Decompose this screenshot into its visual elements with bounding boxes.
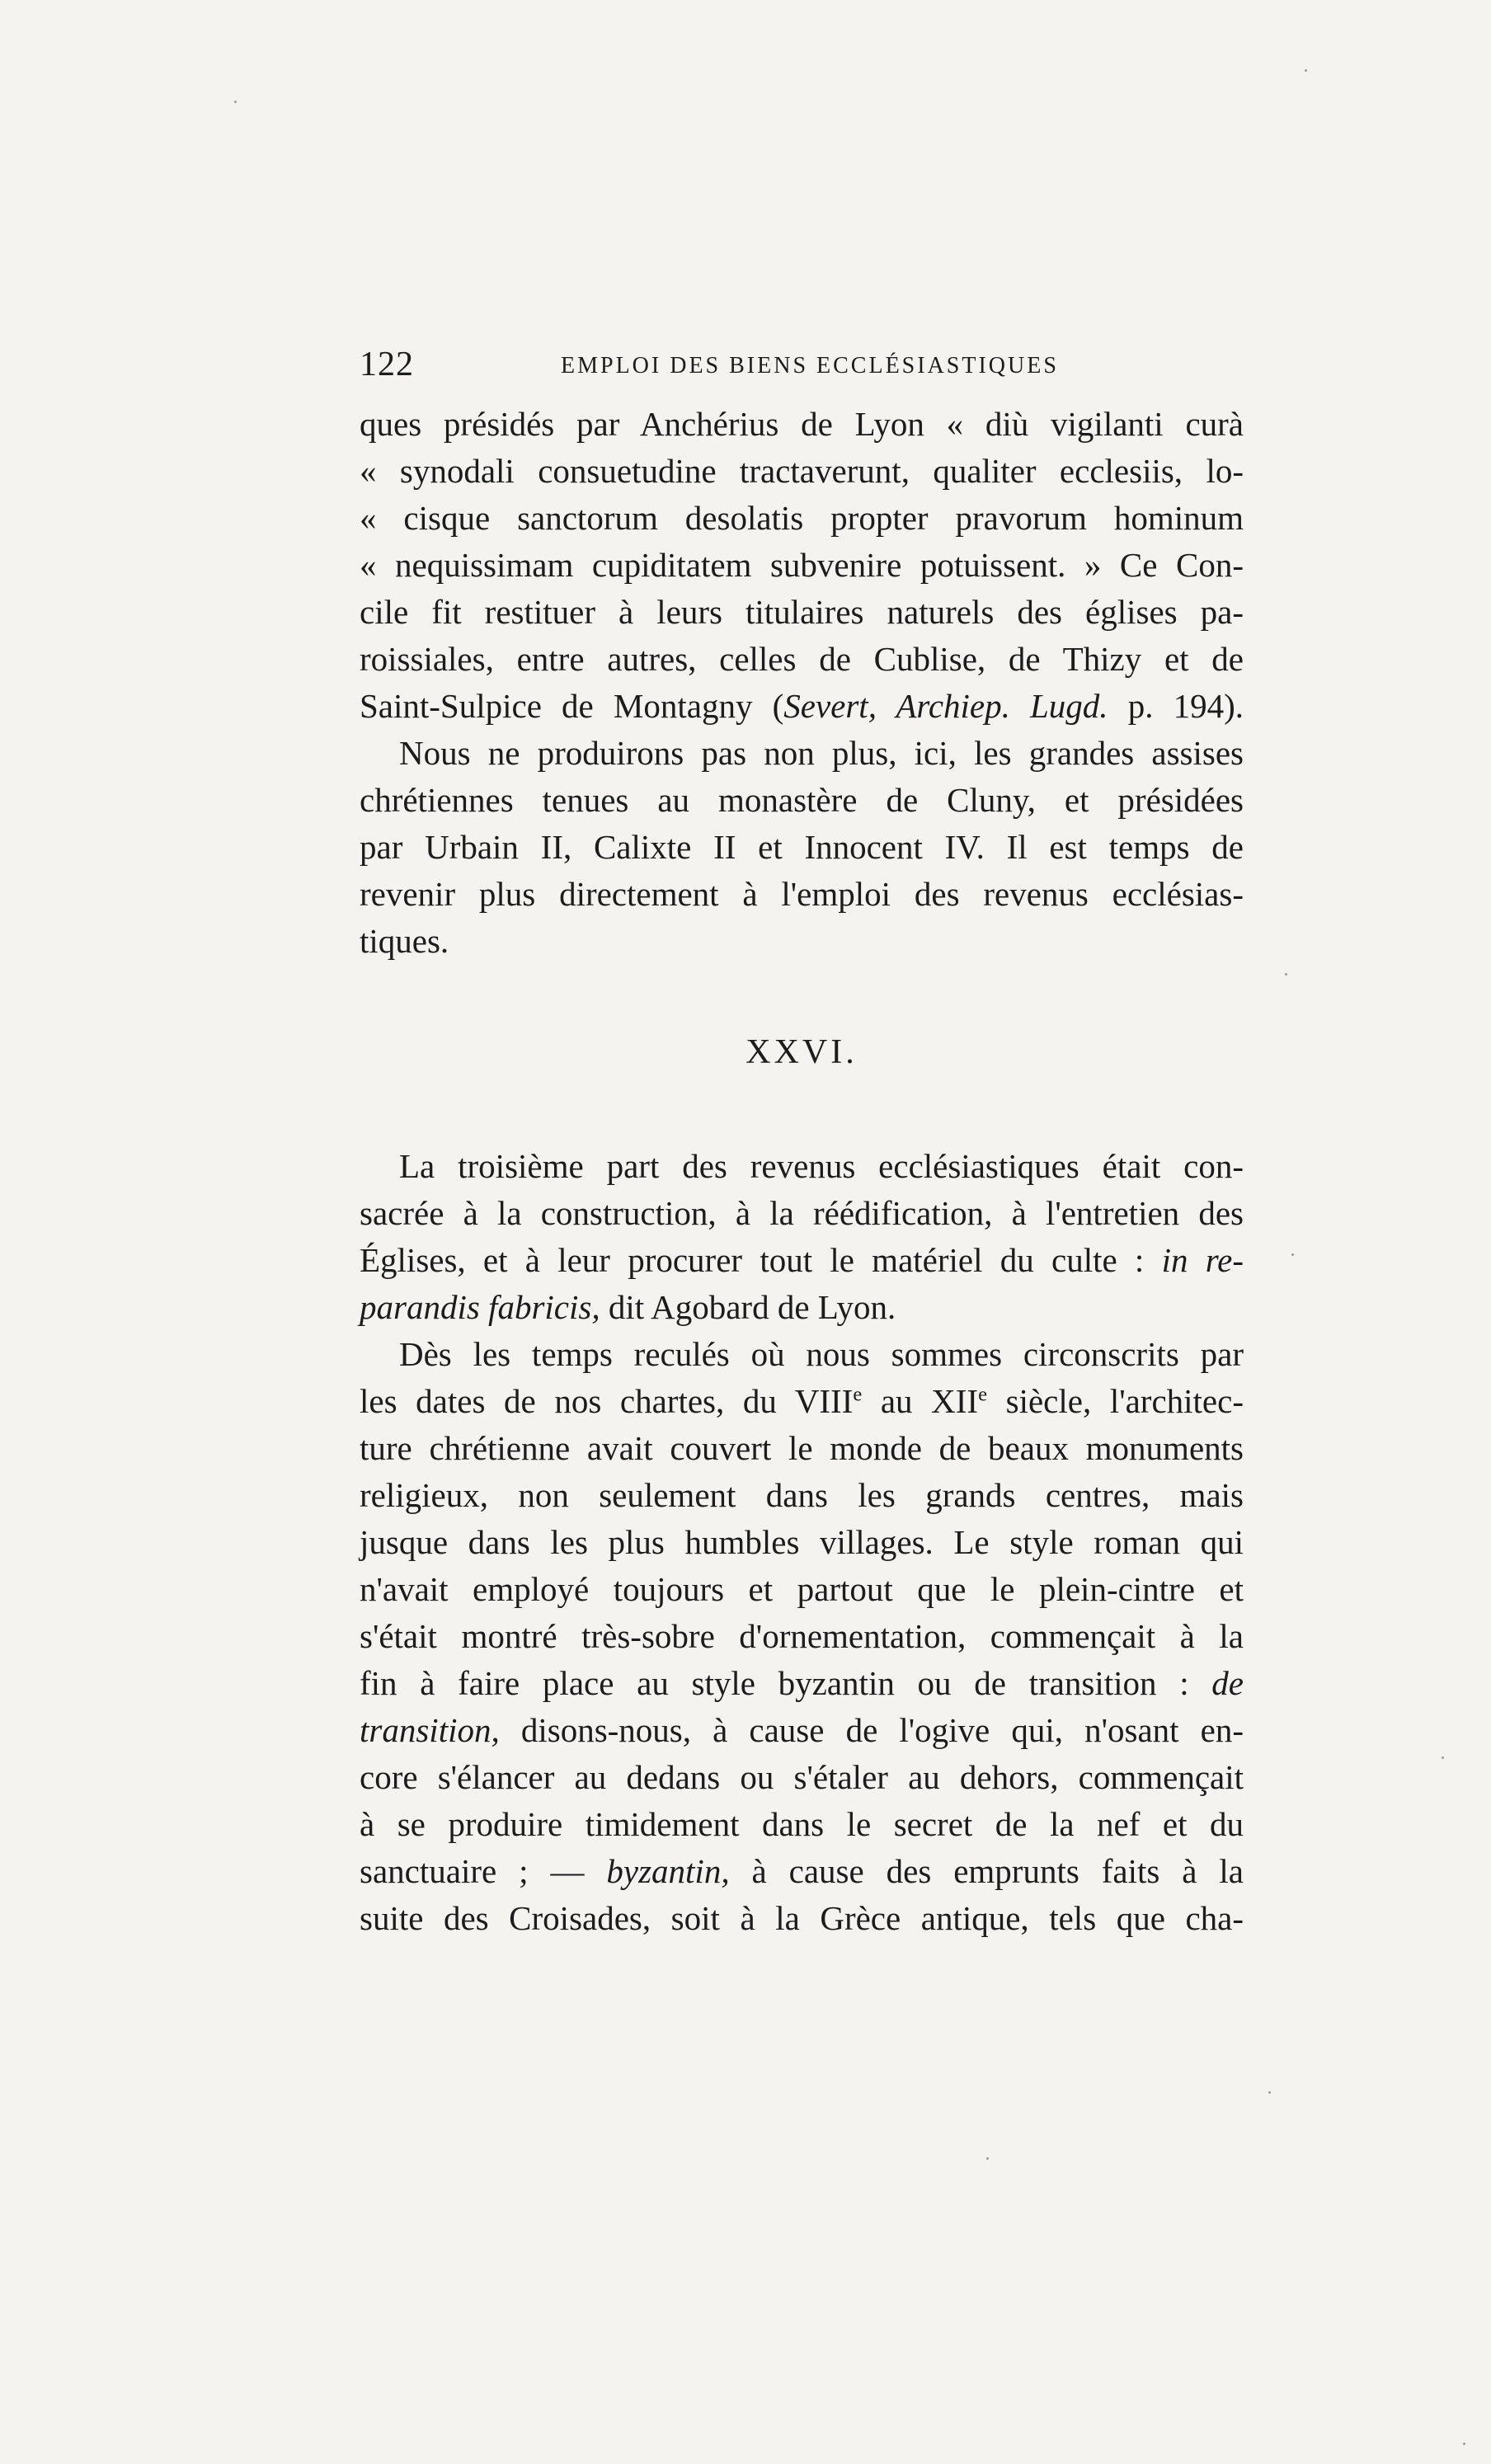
- text-line: n'avait employé toujours et partout que le plein-cintre et: [360, 1570, 1244, 1608]
- paragraph-1: [360, 401, 1244, 730]
- text-line: s'était montré très-sobre d'ornementation, commençait à la: [360, 1617, 1244, 1655]
- text-run: à cause des emprunts faits à la: [729, 1852, 1244, 1890]
- text-line: core s'élancer au dedans ou s'étaler au dehors, commençait: [360, 1758, 1244, 1796]
- superscript: e: [853, 1383, 863, 1406]
- latin-italic: in re-: [1161, 1241, 1244, 1279]
- text-run: au XII: [862, 1382, 979, 1420]
- text-run: siècle, l'architec-: [987, 1382, 1244, 1420]
- text-line: « nequissimam cupiditatem subvenire potuissent. » Ce Con-: [360, 546, 1244, 584]
- scan-speck: [1442, 1756, 1444, 1759]
- text-line: [360, 1378, 1244, 1425]
- section-heading: XXVI.: [746, 1033, 858, 1071]
- text-line: revenir plus directement à l'emploi des revenus ecclésias-: [360, 875, 1244, 913]
- text-line: [360, 1848, 1244, 1895]
- term-italic: byzantin,: [606, 1852, 730, 1890]
- text-run: sanctuaire ; —: [360, 1852, 607, 1890]
- term-italic: transition,: [360, 1711, 500, 1749]
- text-run: fin à faire place au style byzantin ou de transition :: [360, 1664, 1212, 1702]
- superscript: e: [978, 1383, 988, 1406]
- text-line: [360, 1284, 1244, 1331]
- text-line: [360, 1237, 1244, 1284]
- text-line: La troisième part des revenus ecclésiastiques était con-: [399, 1147, 1244, 1185]
- paragraph-2: [360, 730, 1244, 965]
- scan-speck: [1285, 973, 1287, 976]
- scan-speck: [1305, 69, 1307, 72]
- text-line: religieux, non seulement dans les grands centres, mais: [360, 1476, 1244, 1514]
- text-line: [360, 1707, 1244, 1754]
- text-line: [360, 1660, 1244, 1707]
- term-italic: de: [1211, 1664, 1244, 1702]
- citation-italic: Severt, Archiep. Lugd.: [783, 687, 1108, 725]
- text-line: roissiales, entre autres, celles de Cublise, de Thizy et de: [360, 640, 1244, 678]
- text-line: ques présidés par Anchérius de Lyon « diù vigilanti curà: [360, 405, 1244, 443]
- text-run: Églises, et à leur procurer tout le matériel du culte :: [360, 1241, 1162, 1279]
- scan-speck: [1463, 2443, 1465, 2445]
- text-line: « cisque sanctorum desolatis propter pravorum hominum: [360, 499, 1244, 537]
- text-block-bottom: [360, 1143, 1244, 1942]
- scan-speck: [986, 2157, 989, 2160]
- text-line: sacrée à la construction, à la réédification, à l'entretien des: [360, 1194, 1244, 1232]
- text-line: par Urbain II, Calixte II et Innocent IV. Il est temps de: [360, 828, 1244, 866]
- text-line: chrétiennes tenues au monastère de Cluny, et présidées: [360, 781, 1244, 819]
- text-line: cile fit restituer à leurs titulaires naturels des églises pa-: [360, 593, 1244, 631]
- text-run: les dates de nos chartes, du VIII: [360, 1382, 854, 1420]
- latin-italic: parandis fabricis,: [360, 1288, 600, 1326]
- scan-speck: [234, 101, 237, 103]
- text-run: p. 194).: [1108, 687, 1244, 725]
- text-line: Nous ne produirons pas non plus, ici, les grandes assises: [399, 734, 1244, 772]
- scan-speck: [1268, 2091, 1271, 2094]
- text-line: tiques.: [360, 922, 449, 960]
- scan-speck: [1291, 1253, 1294, 1256]
- text-run: disons-nous, à cause de l'ogive qui, n'osant en-: [499, 1711, 1244, 1749]
- text-line: jusque dans les plus humbles villages. Le style roman qui: [360, 1523, 1244, 1561]
- text-line: Dès les temps reculés où nous sommes circonscrits par: [399, 1335, 1244, 1373]
- text-run: Saint-Sulpice de Montagny (: [360, 687, 784, 725]
- paragraph-3: [360, 1143, 1244, 1331]
- running-title: EMPLOI DES BIENS ECCLÉSIASTIQUES: [561, 353, 1059, 379]
- text-block-top: [360, 401, 1244, 965]
- page-number: 122: [360, 346, 414, 383]
- text-line: suite des Croisades, soit à la Grèce antique, tels que cha-: [360, 1899, 1244, 1937]
- text-run: dit Agobard de Lyon.: [600, 1288, 896, 1326]
- text-line: « synodali consuetudine tractaverunt, qualiter ecclesiis, lo-: [360, 452, 1244, 490]
- running-head: [360, 345, 1244, 386]
- paragraph-4: [360, 1331, 1244, 1942]
- text-line: à se produire timidement dans le secret de la nef et du: [360, 1805, 1244, 1843]
- text-line: ture chrétienne avait couvert le monde de beaux monuments: [360, 1429, 1244, 1467]
- text-line: [360, 683, 1244, 730]
